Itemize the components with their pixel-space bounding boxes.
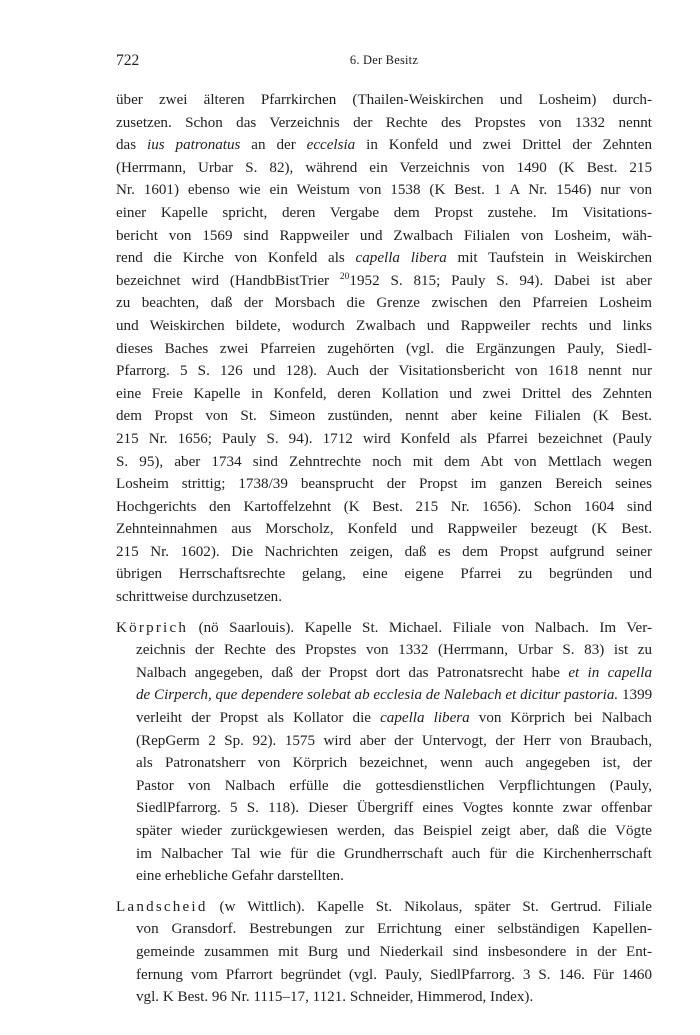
italic-phrase: et in capella	[568, 664, 652, 681]
page-header	[116, 52, 652, 74]
text-line: Nalbach angegeben, daß der Propst dort das Patronatsrecht habe et in capella	[136, 664, 652, 681]
text-line: eine Freie Kapelle in Konfeld, deren Kollation und zwei Drittel des Zehnten	[116, 385, 652, 402]
text-line: Nr. 1601) ebenso wie ein Weistum von 1538 (K Best. 1 A Nr. 1546) nur von	[116, 182, 652, 199]
text-line: schrittweise durchzusetzen.	[116, 589, 282, 606]
text-line: (Herrmann, Urbar S. 82), während ein Verzeichnis von 1490 (K Best. 215	[116, 159, 652, 176]
text-line: das ius patronatus an der eccelsia in Konfeld und zwei Drittel der Zehnten	[116, 137, 652, 154]
italic-phrase: ius patronatus	[147, 137, 241, 154]
text-line: und Weiskirchen bildete, wodurch Zwalbach und Rappweiler rechts und links	[116, 317, 652, 334]
text-line: Körprich (nö Saarlouis). Kapelle St. Michael. Filiale von Nalbach. Im Ver-	[116, 619, 652, 636]
text-line: fernung vom Pfarrort begründet (vgl. Pauly, SiedlPfarrorg. 3 S. 146. Für 1460	[136, 966, 652, 983]
text-line: rend die Kirche von Konfeld als capella libera mit Taufstein in Weiskirchen	[116, 250, 652, 267]
text-line: 215 Nr. 1602). Die Nachrichten zeigen, daß es dem Propst aufgrund seiner	[116, 543, 652, 560]
entry-landscheid	[116, 896, 652, 1009]
text-line: als Patronatsherr von Körprich bezeichnet, wenn auch angegeben ist, der	[136, 755, 652, 772]
body-text	[116, 89, 652, 1009]
text-line: über zwei älteren Pfarrkirchen (Thailen-Weiskirchen und Losheim) durch-	[116, 92, 652, 108]
text-line: zu beachten, daß der Morsbach die Grenze zwischen den Pfarreien Losheim	[116, 295, 652, 312]
text-line: einer Kapelle spricht, deren Vergabe dem Propst zustehe. Im Visitations-	[116, 204, 652, 221]
italic-phrase: capella libera	[355, 250, 447, 267]
entry-lemma: Landscheid	[116, 898, 208, 915]
text-line: verleiht der Propst als Kollator die capella libera von Körprich bei Nalbach	[136, 710, 652, 727]
italic-phrase: de Cirperch, que dependere solebat ab ecclesia de Nalebach et dicitur pastoria.	[136, 687, 619, 704]
text-line: Zehnteinnahmen aus Morscholz, Konfeld und Rappweiler bezeugt (K Best.	[116, 521, 652, 538]
text-line: zeichnis der Rechte des Propstes von 1332 (Herrmann, Urbar S. 83) ist zu	[136, 642, 652, 659]
text-line: SiedlPfarrorg. 5 S. 118). Dieser Übergriff eines Vogtes konnte zwar offenbar	[136, 800, 652, 817]
page-number: 722	[116, 52, 140, 69]
text-line: dieses Baches zwei Pfarreien zugehörten (vgl. die Ergänzungen Pauly, Siedl-	[116, 340, 652, 357]
text-line: de Cirperch, que dependere solebat ab ecclesia de Nalebach et dicitur pastoria. 1399	[136, 687, 653, 704]
text-line: im Nalbacher Tal wie für die Grundherrschaft auch für die Kirchenherrschaft	[136, 845, 652, 862]
text-line: vgl. K Best. 96 Nr. 1115–17, 1121. Schneider, Himmerod, Index).	[136, 989, 534, 1006]
italic-phrase: capella libera	[380, 710, 470, 727]
paragraph-konfeld-continuation	[116, 89, 652, 609]
entry-koerprich	[116, 617, 652, 888]
text-line: zusetzen. Schon das Verzeichnis der Rechte des Propstes von 1332 nennt	[116, 114, 652, 131]
text-line: bericht von 1569 sind Rappweiler und Zwalbach Filialen von Losheim, wäh-	[116, 227, 652, 244]
text-line: 215 Nr. 1656; Pauly S. 94). 1712 wird Konfeld als Pfarrei bezeichnet (Pauly	[116, 430, 652, 447]
text-line: übrigen Herrschaftsrechte gelang, eine eigene Pfarrei zu begründen und	[116, 566, 652, 583]
text-line: eine erhebliche Gefahr darstellten.	[136, 868, 344, 885]
text-line: gemeinde zusammen mit Burg und Niederkail sind insbesondere in der Ent-	[136, 943, 652, 960]
text-line: dem Propst von St. Simeon zustünden, nennt aber keine Filialen (K Best.	[116, 408, 652, 425]
text-line: (RepGerm 2 Sp. 92). 1575 wird aber der Untervogt, der Herr von Braubach,	[136, 732, 652, 749]
text-line: Losheim strittig; 1738/39 beansprucht der Propst im ganzen Bereich seines	[116, 476, 652, 493]
text-line: Hochgerichts den Kartoffelzehnt (K Best. 215 Nr. 1656). Schon 1604 sind	[116, 498, 652, 515]
text-line: Pfarrorg. 5 S. 126 und 128). Auch der Visitationsbericht von 1618 nennt nur	[116, 363, 652, 380]
text-line: Landscheid (w Wittlich). Kapelle St. Nikolaus, später St. Gertrud. Filiale	[116, 898, 652, 915]
text-line: bezeichnet wird (HandbBistTrier $^{20}$1952 S. 815; Pauly S. 94). Dabei ist aber	[116, 271, 652, 289]
running-head: 6. Der Besitz	[349, 53, 419, 67]
entry-lemma: Körprich	[116, 619, 189, 636]
text-line: von Gransdorf. Bestrebungen zur Errichtung einer selbständigen Kapellen-	[136, 921, 652, 938]
superscript: 20	[339, 271, 350, 282]
italic-phrase: eccelsia	[306, 137, 356, 154]
text-line: S. 95), aber 1734 sind Zehntrechte noch mit dem Abt von Mettlach wegen	[116, 453, 652, 470]
text-line: später wieder zurückgewiesen werden, das Beispiel zeigt aber, daß die Vögte	[136, 823, 652, 839]
text-line: Pastor von Nalbach erfülle die gottesdienstlichen Verpflichtungen (Pauly,	[136, 777, 652, 794]
